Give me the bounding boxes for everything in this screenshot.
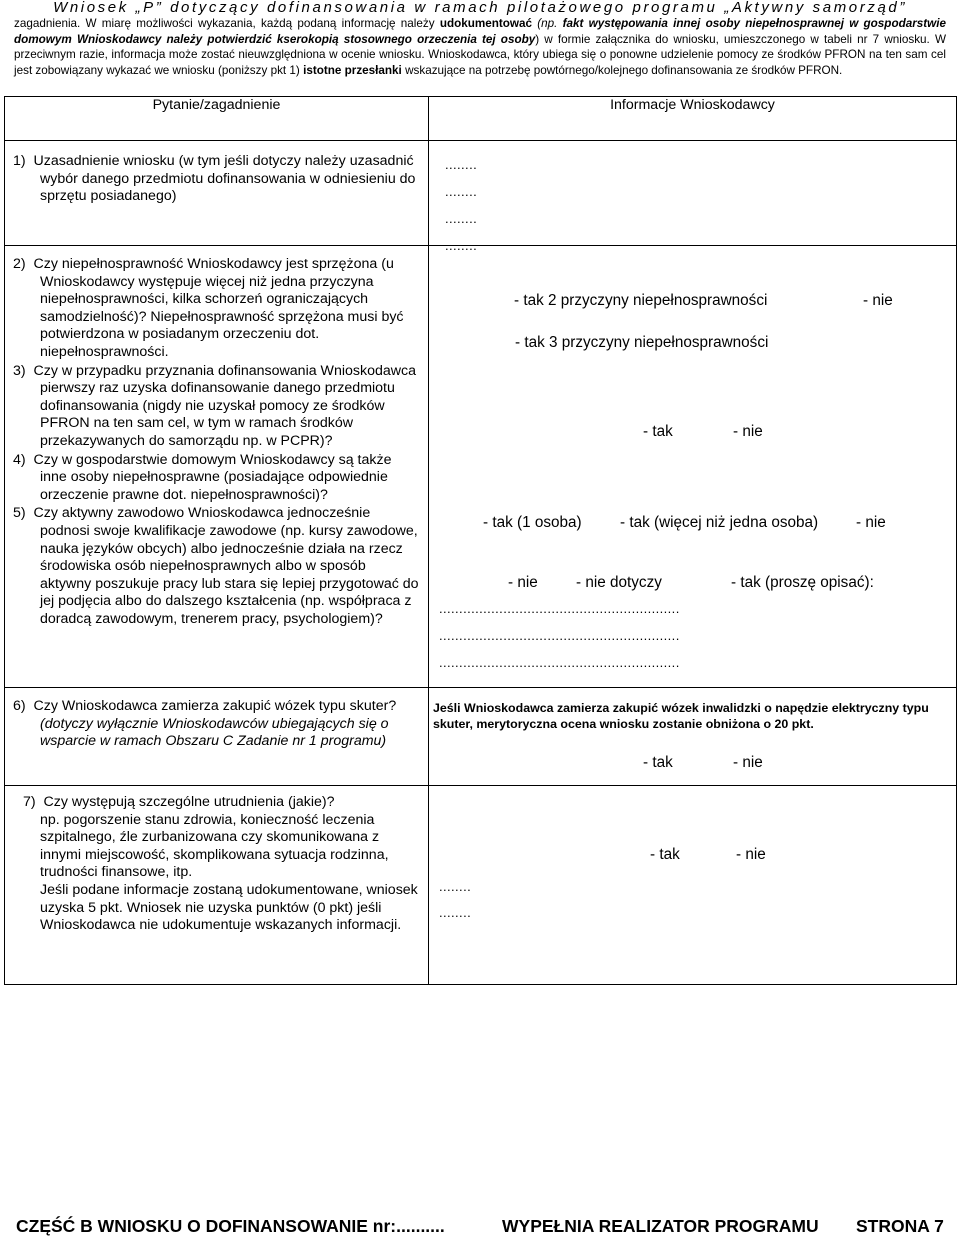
intro-text-3: wskazujące na potrzebę powtórnego/kolejnego dofinansowania ze środków PFRON.: [405, 63, 843, 77]
q3-option-tak[interactable]: - tak: [643, 423, 673, 440]
question-6-note: (dotyczy wyłącznie Wnioskodawców ubiegających się o wsparcie w ramach Obszaru C Zadanie nr 1 programu): [40, 715, 389, 750]
answer-1-line-3[interactable]: ........: [445, 211, 478, 226]
answers-2-5: [429, 246, 957, 688]
q7-option-tak[interactable]: - tak: [650, 846, 680, 863]
q5-option-nie-dotyczy[interactable]: - nie dotyczy: [576, 574, 662, 591]
footer-part-label: CZĘŚĆ B WNIOSKU O DOFINANSOWANIE nr:..........: [16, 1216, 445, 1236]
question-6: [5, 688, 429, 786]
q3-option-nie[interactable]: - nie: [733, 423, 763, 440]
q7-answer-line-2[interactable]: ........: [439, 905, 472, 920]
question-7-examples: np. pogorszenie stanu zdrowia, konieczność leczenia szpitalnego, źle zurbanizowana czy skomunikowana z innymi miejscowość, skomplikowana sytuacja rodzinna, trudności finansowe, itp.: [40, 811, 389, 881]
question-1: [5, 141, 429, 246]
question-7-text: 7) Czy występują szczególne utrudnienia (jakie)?: [23, 794, 335, 810]
question-1-text: 1) Uzasadnienie wniosku (w tym jeśli dotyczy należy uzasadnić wybór danego przedmiotu dofinansowania w odniesieniu do sprzętu posiadanego): [13, 153, 416, 205]
column-header-answer: Informacje Wnioskodawcy: [429, 97, 957, 141]
intro-text-np: (np.: [537, 17, 558, 30]
question-7: [5, 786, 429, 985]
answer-7: [429, 786, 957, 985]
answer-1-line-2[interactable]: ........: [445, 184, 478, 199]
question-5-text: 5) Czy aktywny zawodowo Wnioskodawca jednocześnie podnosi swoje kwalifikacje zawodowe (np. kursy zawodowe, nauka języków obcych) albo jednocześnie działa na rzecz środowiska osób niepełnosprawnych albo w sposób aktywny poszukuje pracy lub stara się lepiej przygotować do jej podjęcia albo do dalszego kształcenia (np. współpraca z doradcą zawodowym, trenerem pracy, psychologiem)?: [13, 505, 419, 627]
q6-scooter-note: Jeśli Wnioskodawca zamierza zakupić wózek inwalidzki o napędzie elektryczny typu skuter, merytoryczna ocena wniosku zostanie obniżona o 20 pkt.: [433, 701, 929, 731]
intro-text-emphasis-2: istotne przesłanki: [303, 63, 402, 77]
q2-option-tak-3[interactable]: - tak 3 przyczyny niepełnosprawności: [515, 334, 769, 351]
question-6-text: 6) Czy Wnioskodawca zamierza zakupić wózek typu skuter?: [13, 698, 397, 714]
q6-option-tak[interactable]: - tak: [643, 754, 673, 771]
footer-fill-label: WYPEŁNIA REALIZATOR PROGRAMU: [502, 1216, 819, 1236]
q7-option-nie[interactable]: - nie: [736, 846, 766, 863]
q2-option-nie[interactable]: - nie: [863, 292, 893, 309]
answer-1-line-4[interactable]: ........: [445, 238, 478, 253]
q2-option-tak-2[interactable]: - tak 2 przyczyny niepełnosprawności: [514, 292, 768, 309]
q4-option-tak-1[interactable]: - tak (1 osoba): [483, 514, 582, 531]
column-header-question: Pytanie/zagadnienie: [5, 97, 429, 141]
q5-answer-line-1[interactable]: ............................................................: [439, 601, 680, 616]
intro-paragraph: [14, 16, 946, 78]
q5-answer-line-2[interactable]: ............................................................: [439, 628, 680, 643]
questions-2-5: [5, 246, 429, 688]
q5-answer-line-3[interactable]: ............................................................: [439, 655, 680, 670]
q7-answer-line-1[interactable]: ........: [439, 879, 472, 894]
intro-text-example: fakt występowania innej osoby niepełnosprawnej w gospodarstwie domowym Wnioskodawcy należy potwierdzić kserokopią stosownego orzeczenia tej osoby: [14, 17, 947, 46]
intro-text-1: zagadnienia. W miarę możliwości wykazania, każdą podaną informację należy: [14, 17, 435, 30]
footer-page-number: STRONA 7: [856, 1216, 944, 1236]
answer-6: [429, 688, 957, 786]
intro-text-2: ) w formie załącznika do wniosku, umieszczonego w tabeli nr 7 wniosku. W przeciwnym razie, informacja może zostać nieuwzględniona w ocenie wniosku. Wnioskodawca, który ubiega się o ponowne udzielenie pomocy ze środków PFRON na ten sam cel jest zobowiązany wykazać we wniosku (poniższy pkt 1): [14, 32, 946, 77]
document-header-title: Wniosek „P” dotyczący dofinansowania w ramach pilotażowego programu „Aktywny samorząd”: [53, 0, 907, 16]
question-2-text: 2) Czy niepełnosprawność Wnioskodawcy jest sprzężona (u Wnioskodawcy występuje więcej niż jedna przyczyna niepełnosprawności, kilka schorzeń ograniczających samodzielność)? Niepełnosprawność sprzężona musi być potwierdzona w posiadanym orzeczeniu dot. niepełnosprawności.: [13, 256, 404, 360]
question-4-text: 4) Czy w gospodarstwie domowym Wnioskodawcy są także inne osoby niepełnosprawne (posiadające odpowiednie orzeczenie prawne dot. niepełnosprawności)?: [13, 451, 392, 503]
intro-text-emphasis: udokumentować: [439, 17, 533, 30]
q6-option-nie[interactable]: - nie: [733, 754, 763, 771]
q5-option-nie[interactable]: - nie: [508, 574, 538, 591]
q5-option-tak[interactable]: - tak (proszę opisać):: [731, 574, 874, 591]
q4-option-nie[interactable]: - nie: [856, 514, 886, 531]
q4-option-tak-wiecej[interactable]: - tak (więcej niż jedna osoba): [620, 514, 819, 531]
question-7-scoring: Jeśli podane informacje zostaną udokumentowane, wniosek uzyska 5 pkt. Wniosek nie uzyska punktów (0 pkt) jeśli Wnioskodawca nie udokumentuje wskazanych informacji.: [40, 881, 418, 934]
answer-1-line-1[interactable]: ........: [445, 157, 478, 172]
answer-1[interactable]: [429, 141, 957, 253]
questions-table: [4, 96, 957, 985]
question-3-text: 3) Czy w przypadku przyznania dofinansowania Wnioskodawca pierwszy raz uzyska dofinansowanie danego przedmiotu dofinansowania (nigdy nie uzyskał pomocy ze środków PFRON na ten sam cel, w tym w ramach środków przekazywanych do samorządu np. w PCPR)?: [13, 362, 416, 449]
